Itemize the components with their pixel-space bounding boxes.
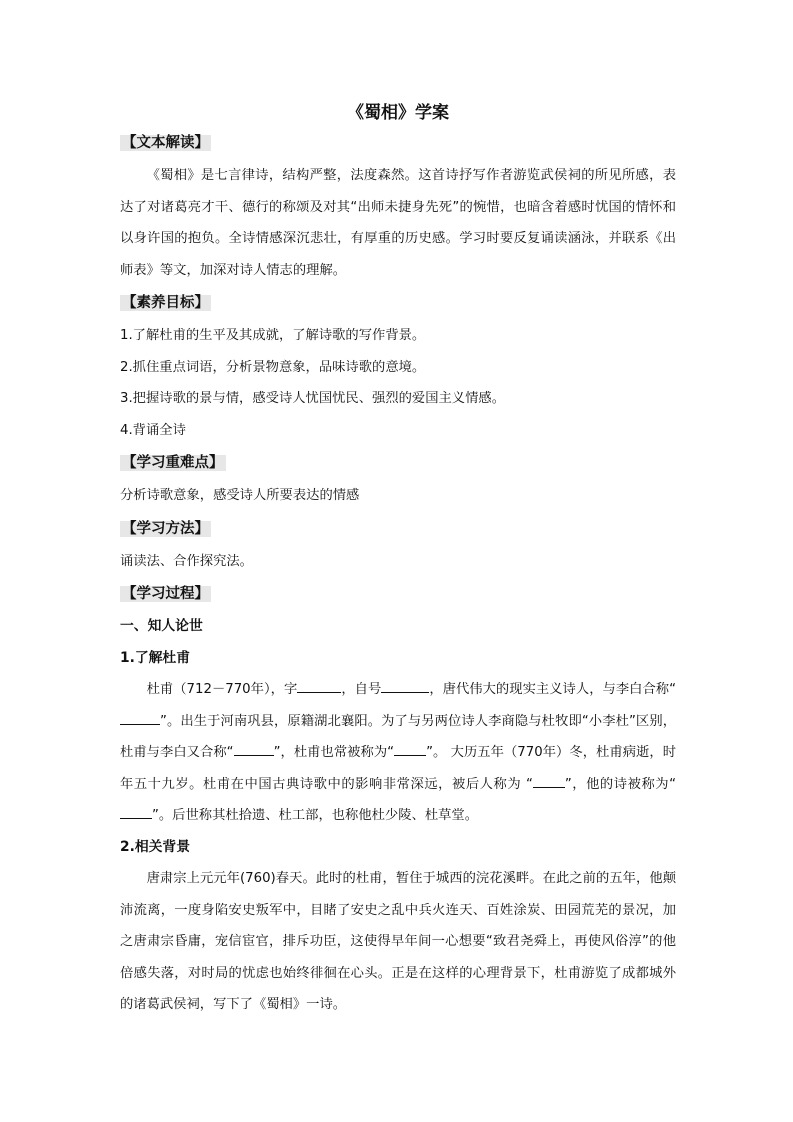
method-text: 诵读法、合作探究法。 [120, 553, 253, 569]
part-heading-1: 一、知人论世 [120, 618, 203, 634]
dufu-text-2: ，自号 [341, 682, 382, 697]
dufu-text-4: ”。出生于河南巩县，原籍湖北襄阳。为了与另两位诗人李商隐与杜牧即“小李杜”区别，杜甫与李白又合称“ [120, 713, 676, 760]
blank-alias[interactable] [394, 741, 426, 756]
keypoints-text: 分析诗歌意象，感受诗人所要表达的情感 [120, 488, 360, 503]
goal-item-1: 1.了解杜甫的生平及其成就，了解诗歌的写作背景。 [120, 328, 426, 343]
dufu-text-8: ”。后世称其杜拾遗、杜工部，也称他杜少陵、杜草堂。 [152, 808, 479, 823]
reading-paragraph: 《蜀相》是七言律诗，结构严整，法度森然。这首诗抒写作者游览武侯祠的所见所感，表达了对诸葛亮才干、德行的称颂及对其“出师未捷身先死”的惋惜，也暗含着感时忧国的情怀和以身许国的抱负。全诗情感深沉悲壮，有厚重的历史感。学习时要反复诵读涵泳，并联系《出师表》等文，加深对诗人情志的理解。 [120, 168, 676, 278]
dufu-text-1: 杜甫（712－770年），字 [146, 682, 298, 697]
blank-courtesy-name[interactable] [297, 678, 341, 693]
goal-item-4: 4.背诵全诗 [120, 422, 186, 438]
blank-honorific[interactable] [533, 773, 565, 788]
dufu-text-5: ”，杜甫也常被称为“ [273, 745, 395, 760]
dufu-text-7: ”，他的诗被称为“ [564, 776, 676, 792]
goal-item-3: 3.把握诗歌的景与情，感受诗人忧国忧民、强烈的爱国主义情感。 [120, 391, 505, 406]
heading-label: 【学习方法】 [122, 520, 209, 537]
goal-item-2: 2.抓住重点词语，分析景物意象，品味诗歌的意境。 [120, 359, 426, 375]
section-heading-goals [120, 292, 676, 314]
heading-label: 【素养目标】 [122, 295, 209, 311]
dufu-text-6: ”。 大历五年（770年）冬，杜甫病逝，时年五十九岁。杜甫在中国古典诗歌中的影响非常深远，被后人称为 “ [120, 745, 677, 792]
dufu-text-3: ，唐代伟大的现实主义诗人，与李白合称“ [429, 682, 677, 697]
background-paragraph: 唐肃宗上元元年(760)春天。此时的杜甫，暂住于城西的浣花溪畔。在此之前的五年，他颠沛流离，一度身陷安史叛军中，目睹了安史之乱中兵火连天、百姓涂炭、田园荒芜的景况，加之唐肃宗昏庸，宠信宦官，排斥功臣，这使得早年间一心想要“致君尧舜上，再使风俗淳”的他倍感失落，对时局的忧虑也始终徘徊在心头。正是在这样的心理背景下，杜甫游览了成都城外的诸葛武侯祠，写下了《蜀相》一诗。 [120, 871, 676, 1012]
heading-label: 【学习重难点】 [122, 455, 224, 471]
sub-heading-dufu: 1.了解杜甫 [120, 649, 191, 666]
dufu-paragraph [120, 674, 676, 832]
section-heading-method [120, 518, 676, 540]
document-page [120, 98, 676, 1021]
sub-heading-background: 2.相关背景 [120, 838, 191, 855]
heading-label: 【文本解读】 [122, 135, 209, 151]
blank-poetry-title[interactable] [120, 804, 152, 819]
blank-big-li-du[interactable] [234, 741, 274, 756]
blank-pen-name[interactable] [381, 678, 429, 693]
heading-label: 【学习过程】 [122, 586, 209, 602]
section-heading-keypoints [120, 452, 676, 474]
document-title: 《蜀相》学案 [347, 103, 449, 123]
blank-joint-name[interactable] [120, 710, 160, 725]
section-heading-process [120, 583, 676, 605]
section-heading-reading [120, 132, 676, 154]
